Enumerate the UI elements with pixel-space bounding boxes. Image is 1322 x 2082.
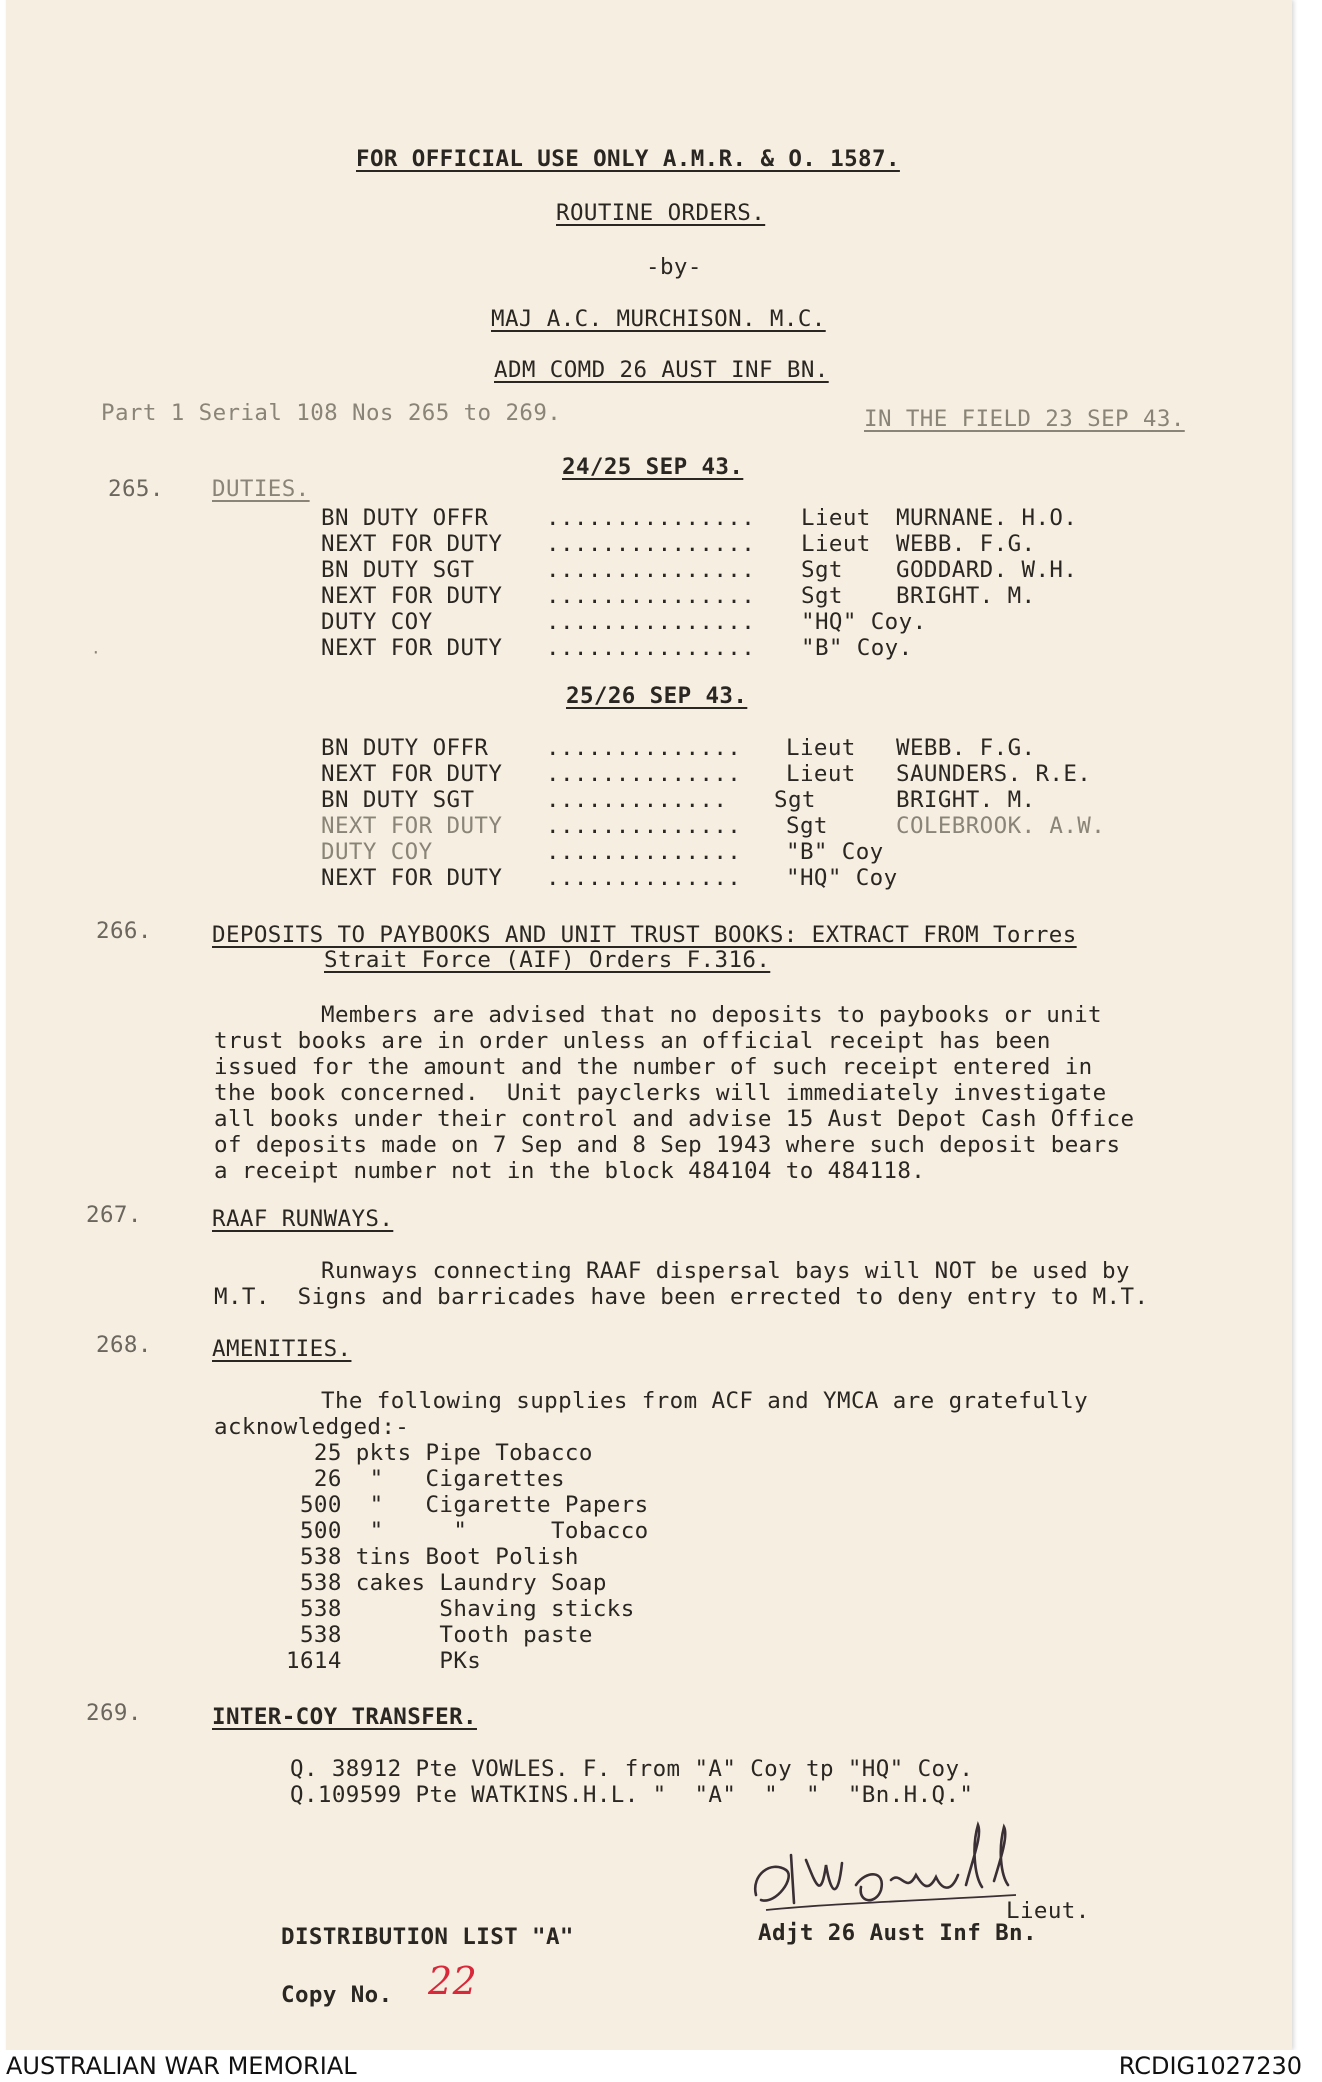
duty-role: BN DUTY OFFR bbox=[321, 735, 489, 761]
leader-dots: .............. bbox=[546, 865, 742, 891]
part-serial-line: Part 1 Serial 108 Nos 265 to 269. bbox=[101, 400, 562, 426]
list-item: 538 cakes Laundry Soap bbox=[286, 1570, 607, 1596]
duty-role: NEXT FOR DUTY bbox=[321, 635, 503, 661]
duty-role: BN DUTY SGT bbox=[321, 787, 475, 813]
duty-name: MURNANE. H.O. bbox=[896, 505, 1078, 531]
archive-reference: RCDIG1027230 bbox=[1118, 2052, 1302, 2080]
command-line: ADM COMD 26 AUST INF BN. bbox=[494, 357, 829, 383]
leader-dots: .............. bbox=[546, 813, 742, 839]
amenities-heading: AMENITIES. bbox=[212, 1336, 352, 1362]
leader-dots: ............... bbox=[546, 505, 756, 531]
list-item: 538 Tooth paste bbox=[286, 1622, 593, 1648]
duty-name: BRIGHT. M. bbox=[896, 787, 1036, 813]
duty-name: COLEBROOK. A.W. bbox=[896, 813, 1106, 839]
duty-role: NEXT FOR DUTY bbox=[321, 865, 503, 891]
duty-rank: Sgt bbox=[774, 787, 816, 813]
paragraph-line: the book concerned. Unit payclerks will immediately investigate bbox=[214, 1080, 1107, 1106]
list-item: 500 " " Tobacco bbox=[286, 1518, 649, 1544]
signatory-title: Adjt 26 Aust Inf Bn. bbox=[758, 1920, 1037, 1946]
duty-role: DUTY COY bbox=[321, 609, 433, 635]
deposits-heading-cont: Strait Force (AIF) Orders F.316. bbox=[324, 947, 771, 973]
archive-footer bbox=[0, 2050, 1322, 2082]
duty-rank: Lieut bbox=[786, 761, 856, 787]
duties-date-1: 24/25 SEP 43. bbox=[562, 454, 744, 480]
routine-orders-title: ROUTINE ORDERS. bbox=[556, 200, 766, 226]
duty-name: SAUNDERS. R.E. bbox=[896, 761, 1092, 787]
document-page bbox=[6, 0, 1292, 2050]
duty-name: GODDARD. W.H. bbox=[896, 557, 1078, 583]
distribution-list: DISTRIBUTION LIST "A" bbox=[281, 1924, 574, 1950]
paragraph-line: M.T. Signs and barricades have been errected to deny entry to M.T. bbox=[214, 1284, 1149, 1310]
duties-date-2: 25/26 SEP 43. bbox=[566, 683, 748, 709]
leader-dots: ............... bbox=[546, 583, 756, 609]
paragraph-line: The following supplies from ACF and YMCA are gratefully bbox=[321, 1388, 1089, 1414]
duty-rank: Sgt bbox=[786, 813, 828, 839]
list-item: 538 Shaving sticks bbox=[286, 1596, 635, 1622]
deposits-heading: DEPOSITS TO PAYBOOKS AND UNIT TRUST BOOKS: EXTRACT FROM Torres bbox=[212, 922, 1077, 948]
paragraph-line: a receipt number not in the block 484104 to 484118. bbox=[214, 1158, 926, 1184]
paragraph-line: all books under their control and advise 15 Aust Depot Cash Office bbox=[214, 1106, 1135, 1132]
paragraph-line: of deposits made on 7 Sep and 8 Sep 1943 where such deposit bears bbox=[214, 1132, 1121, 1158]
signatory-rank: Lieut. bbox=[1006, 1898, 1090, 1924]
paragraph-line: Runways connecting RAAF dispersal bays will NOT be used by bbox=[321, 1258, 1130, 1284]
leader-dots: .............. bbox=[546, 761, 742, 787]
transfer-line: Q.109599 Pte WATKINS.H.L. " "A" " " "Bn.H.Q." bbox=[290, 1782, 974, 1808]
duty-company: "B" Coy. bbox=[801, 635, 913, 661]
leader-dots: ............... bbox=[546, 635, 756, 661]
duty-role: NEXT FOR DUTY bbox=[321, 813, 503, 839]
copy-number-handwritten: 22 bbox=[428, 1959, 478, 2003]
duty-role: BN DUTY OFFR bbox=[321, 505, 489, 531]
leader-dots: ............... bbox=[546, 557, 756, 583]
duties-heading: DUTIES. bbox=[212, 476, 310, 502]
paragraph-line: trust books are in order unless an official receipt has been bbox=[214, 1028, 1051, 1054]
official-use-line: FOR OFFICIAL USE ONLY A.M.R. & O. 1587. bbox=[356, 146, 900, 172]
duty-role: NEXT FOR DUTY bbox=[321, 583, 503, 609]
leader-dots: ............... bbox=[546, 531, 756, 557]
duty-rank: Lieut bbox=[801, 531, 871, 557]
duty-company: "HQ" Coy. bbox=[801, 609, 927, 635]
duty-rank: Lieut bbox=[786, 735, 856, 761]
duty-name: WEBB. F.G. bbox=[896, 531, 1036, 557]
by-line: -by- bbox=[646, 254, 702, 280]
order-number-266: 266. bbox=[96, 918, 152, 944]
duty-rank: Lieut bbox=[801, 505, 871, 531]
location-date: IN THE FIELD 23 SEP 43. bbox=[864, 406, 1185, 432]
paragraph-line: acknowledged:- bbox=[214, 1414, 410, 1440]
transfer-line: Q. 38912 Pte VOWLES. F. from "A" Coy tp "HQ" Coy. bbox=[290, 1756, 974, 1782]
commanding-officer: MAJ A.C. MURCHISON. M.C. bbox=[491, 306, 826, 332]
transfer-heading: INTER-COY TRANSFER. bbox=[212, 1704, 477, 1730]
paragraph-line: issued for the amount and the number of such receipt entered in bbox=[214, 1054, 1093, 1080]
duty-rank: Sgt bbox=[801, 557, 843, 583]
list-item: 538 tins Boot Polish bbox=[286, 1544, 579, 1570]
duty-role: NEXT FOR DUTY bbox=[321, 761, 503, 787]
duty-role: DUTY COY bbox=[321, 839, 433, 865]
duty-rank: Sgt bbox=[801, 583, 843, 609]
list-item: 500 " Cigarette Papers bbox=[286, 1492, 649, 1518]
leader-dots: .............. bbox=[546, 839, 742, 865]
list-item: 26 " Cigarettes bbox=[286, 1466, 565, 1492]
duty-role: BN DUTY SGT bbox=[321, 557, 475, 583]
list-item: 1614 PKs bbox=[286, 1648, 482, 1674]
archive-name: AUSTRALIAN WAR MEMORIAL bbox=[6, 2052, 357, 2080]
duty-company: "B" Coy bbox=[786, 839, 884, 865]
runways-heading: RAAF RUNWAYS. bbox=[212, 1206, 394, 1232]
stray-mark: · bbox=[91, 643, 102, 662]
order-number-269: 269. bbox=[86, 1700, 142, 1726]
order-number-267: 267. bbox=[86, 1202, 142, 1228]
duty-company: "HQ" Coy bbox=[786, 865, 898, 891]
handwritten-signature bbox=[746, 1815, 1036, 1925]
copy-label: Copy No. bbox=[281, 1982, 393, 2008]
leader-dots: ............... bbox=[546, 609, 756, 635]
order-number-268: 268. bbox=[96, 1332, 152, 1358]
duty-name: WEBB. F.G. bbox=[896, 735, 1036, 761]
paragraph-line: Members are advised that no deposits to paybooks or unit bbox=[321, 1002, 1102, 1028]
order-number-265: 265. bbox=[108, 476, 164, 502]
leader-dots: ............. bbox=[546, 787, 728, 813]
duty-role: NEXT FOR DUTY bbox=[321, 531, 503, 557]
leader-dots: .............. bbox=[546, 735, 742, 761]
list-item: 25 pkts Pipe Tobacco bbox=[286, 1440, 593, 1466]
duty-name: BRIGHT. M. bbox=[896, 583, 1036, 609]
